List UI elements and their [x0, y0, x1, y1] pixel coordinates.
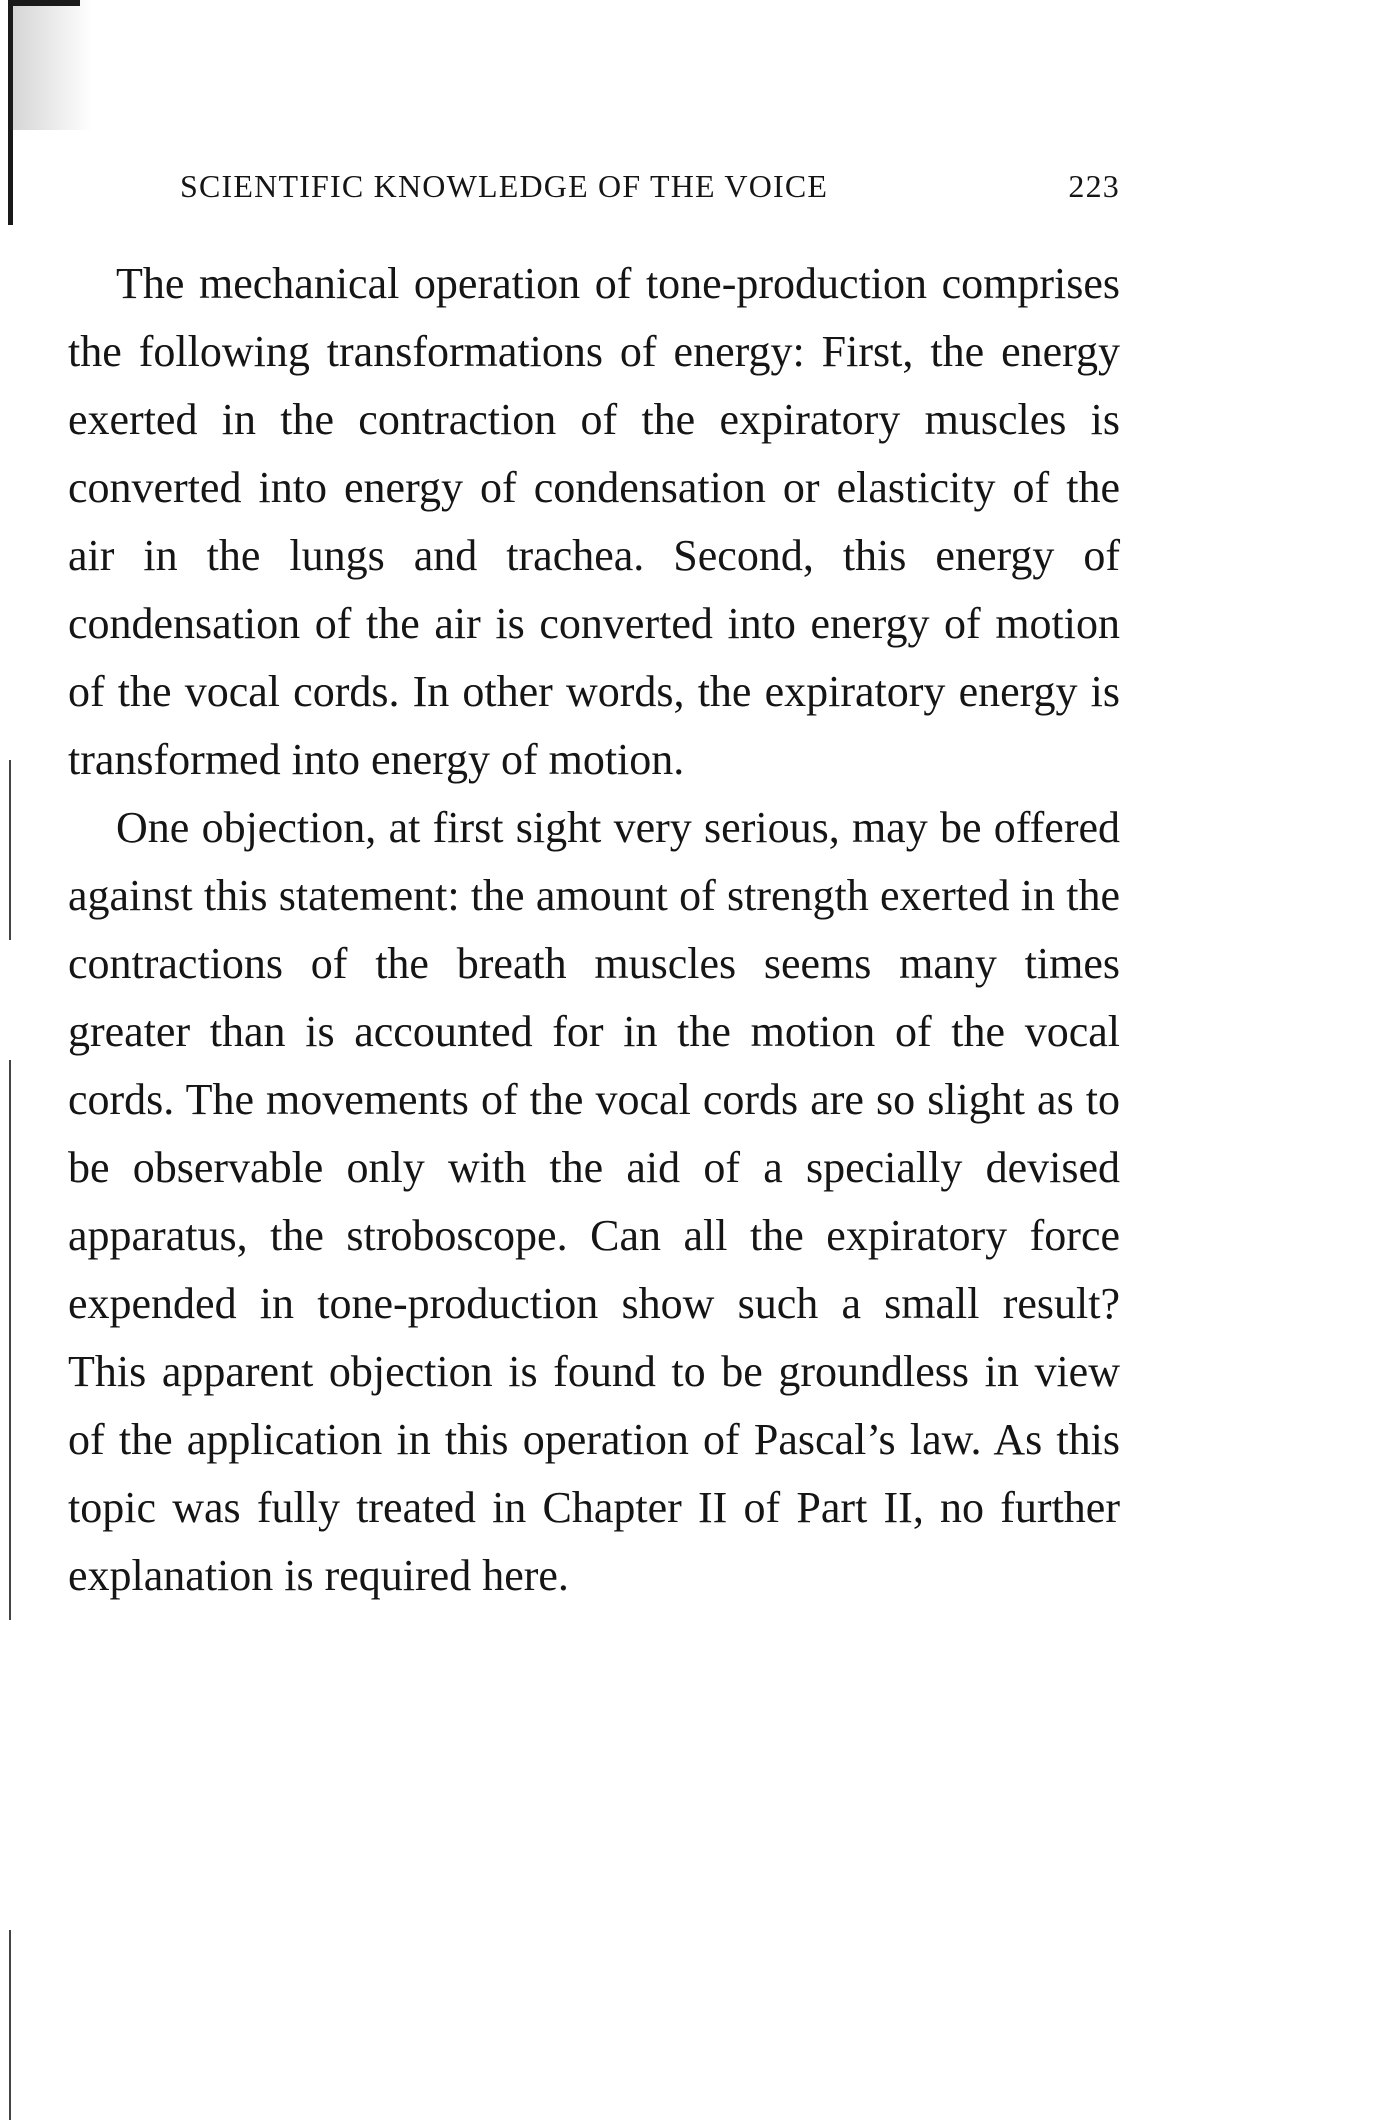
- binding-edge-line: [9, 1930, 11, 2120]
- scan-smudge: [13, 0, 93, 130]
- paragraph-1: The mechanical operation of tone-production comprises the following transformations of energy: First, the energy exerted in the contraction of the expiratory muscles is converted into energy of condensation or elasticity of the air in the lungs and trachea. Second, this energy of condensation of the air is converted into energy of motion of the vocal cords. In other words, the expiratory energy is transformed into energy of motion.: [68, 259, 1120, 784]
- binding-edge-line: [9, 1060, 11, 1620]
- binding-edge-line: [9, 760, 11, 940]
- body-text: [68, 250, 1120, 1610]
- page-number: 223: [1068, 168, 1120, 204]
- paragraph-2: One objection, at first sight very serious, may be offered against this statement: the amount of strength exerted in the contractions of the breath muscles seems many times greater than is accounted for in the motion of the vocal cords. The movements of the vocal cords are so slight as to be observable only with the aid of a specially devised apparatus, the stroboscope. Can all the expiratory force expended in tone-production show such a small result? This apparent objection is found to be groundless in view of the application in this operation of Pascal’s law. As this topic was fully treated in Chapter II of Part II, no further explanation is required here.: [68, 803, 1120, 1600]
- running-title: SCIENTIFIC KNOWLEDGE OF THE VOICE: [180, 168, 829, 204]
- binding-edge-corner: [8, 0, 80, 6]
